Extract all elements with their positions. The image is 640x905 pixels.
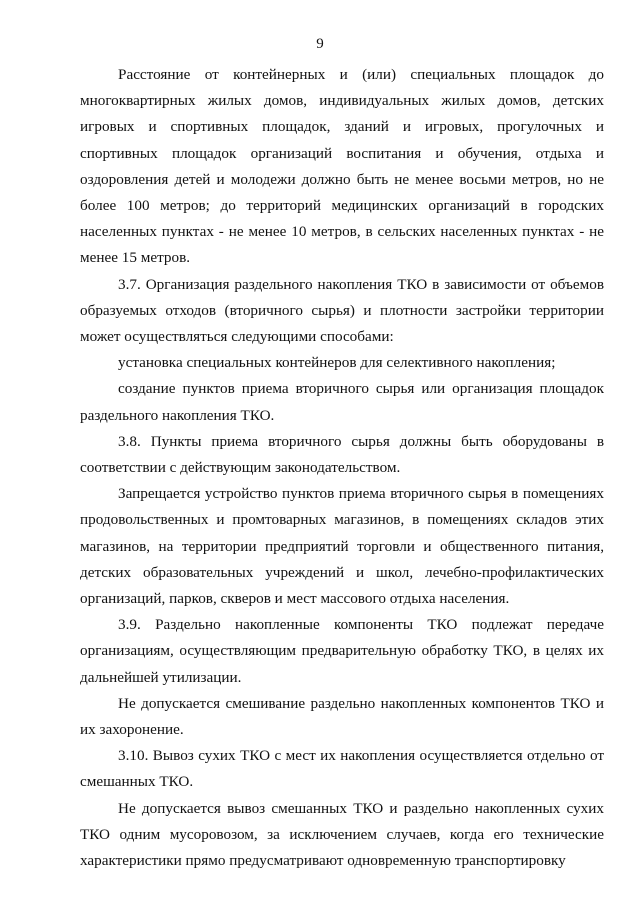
paragraph-method-collection-points: создание пунктов приема вторичного сырья или организация площадок раздельного накопления ТКО. [80,380,604,424]
paragraph-transport-restriction: Не допускается вывоз смешанных ТКО и раздельно накопленных сухих ТКО одним мусоровозом, за исключением случаев, когда его технические характеристики прямо предусматривают одновременную транспортировку [80,799,604,870]
paragraph-prohibited-locations: Запрещается устройство пунктов приема вторичного сырья в помещениях продовольственных и промтоварных магазинов, в помещениях складов этих магазинов, на территории предприятий торговли и общественного питания, детских образовательных учреждений и школ, лечебно-профилактических организаций, парков, скверов и мест массового отдыха населения. [80,485,604,608]
paragraph-method-containers: установка специальных контейнеров для селективного накопления; [118,354,556,372]
paragraph-section-3-8: 3.8. Пункты приема вторичного сырья должны быть оборудованы в соответствии с действующим законодательством. [80,432,604,477]
paragraph-section-3-10: 3.10. Вывоз сухих ТКО с мест их накопления осуществляется отдельно от смешанных ТКО. [80,747,604,791]
paragraph-distance-requirements: Расстояние от контейнерных и (или) специальных площадок до многоквартирных жилых домов, индивидуальных жилых домов, детских игровых и спортивных площадок, зданий и игровых, прогулочных и спортивных площадок организаций воспитания и обучения, отдыха и оздоровления детей и молодежи должно быть не менее восьми метров, но не более 100 метров; до территорий медицинских организаций в городских населенных пунктах - не менее 10 метров, в сельских населенных пунктах - не менее 15 метров. [80,66,604,267]
page-number: 9 [316,36,324,52]
document-body [80,62,604,874]
paragraph-section-3-9: 3.9. Раздельно накопленные компоненты ТКО подлежат передаче организациям, осуществляющим предварительную обработку ТКО, в целях их дальнейшей утилизации. [80,616,604,686]
paragraph-section-3-7: 3.7. Организация раздельного накопления ТКО в зависимости от объемов образуемых отходов (вторичного сырья) и плотности застройки территории может осуществляться следующими способами: [80,275,604,346]
paragraph-no-mixing: Не допускается смешивание раздельно накопленных компонентов ТКО и их захоронение. [80,694,604,739]
